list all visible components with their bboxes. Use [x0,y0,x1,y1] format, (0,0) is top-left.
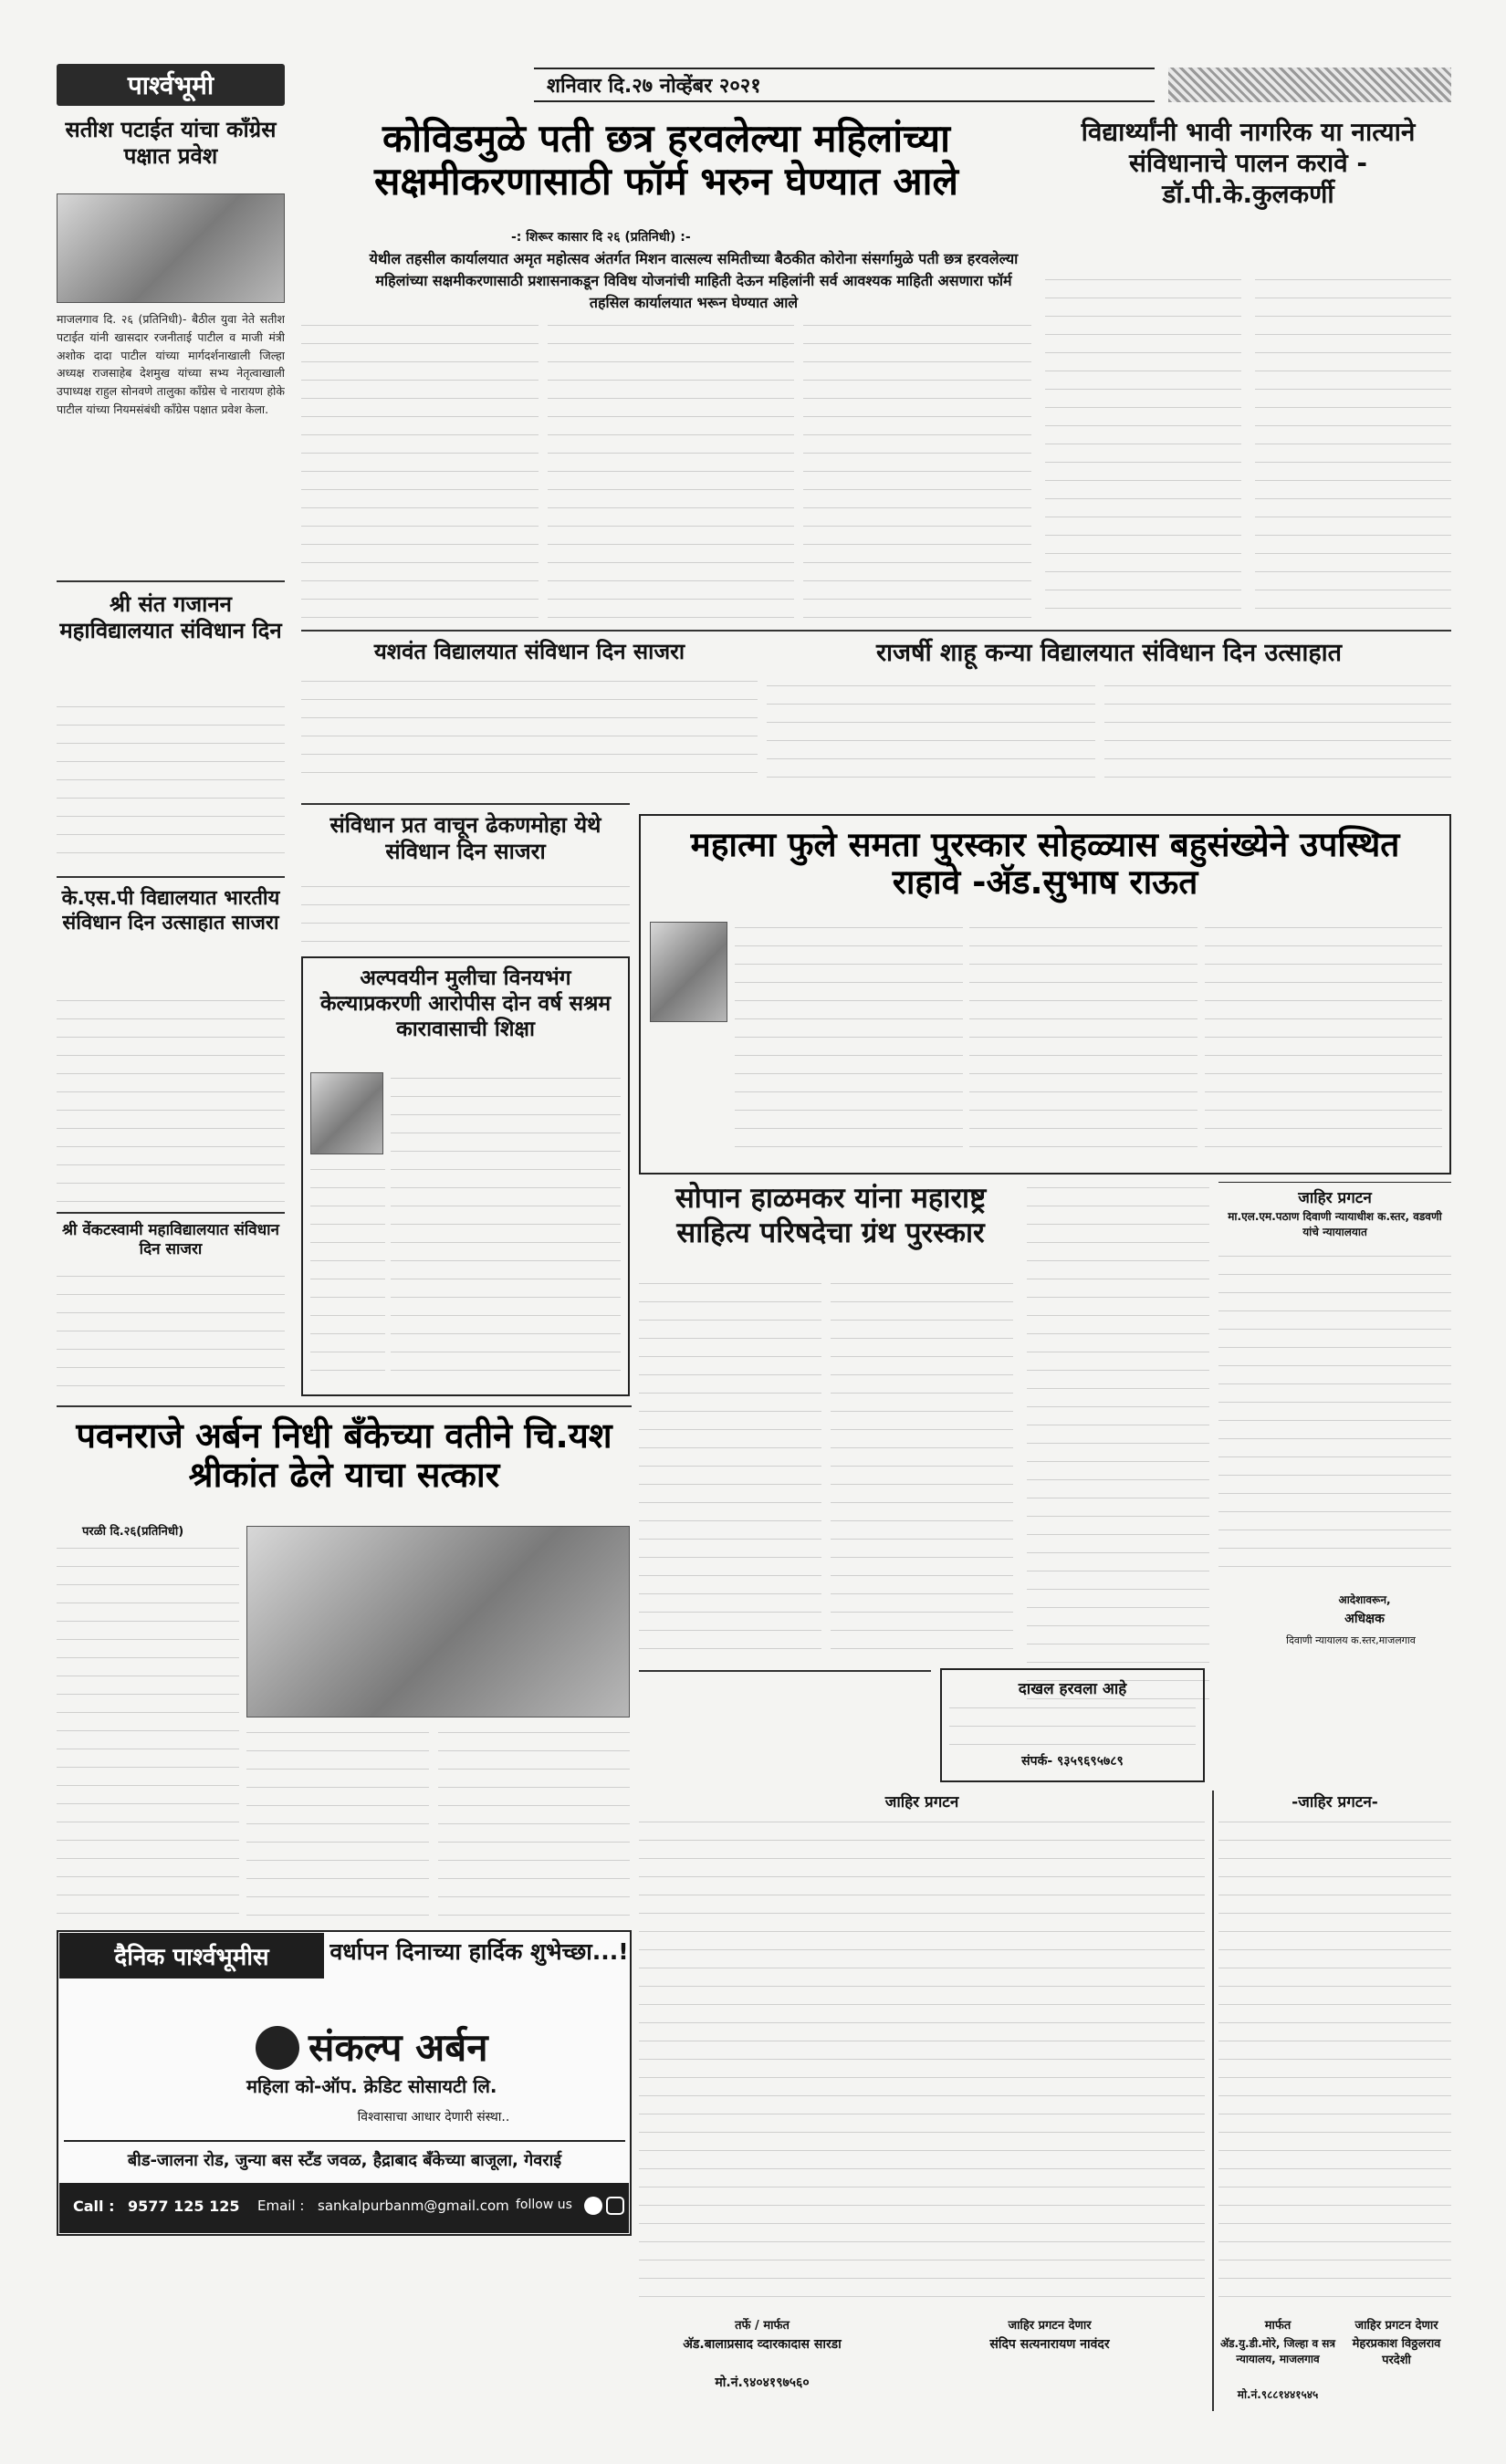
story-body-text [391,1072,621,1383]
story-body-text [301,675,758,785]
facebook-icon[interactable] [584,2197,602,2215]
notice-signature-role: तर्फे / मार्फत [735,2319,790,2333]
lead-headline: कोविडमुळे पती छत्र हरवलेल्या महिलांच्या सक्षमीकरणासाठी फॉर्म भरुन घेण्यात आले [374,116,958,204]
story-title: राजर्षी शाहू कन्या विद्यालयात संविधान दिन उत्साहात [875,639,1343,667]
story-body-text [1027,1182,1209,1702]
ad-greeting: वर्धापन दिनाच्या हार्दिक शुभेच्छा...! [329,1938,629,1965]
section-badge [57,64,285,106]
divider [57,1405,632,1407]
divider [639,1670,931,1672]
story-body-text [639,1278,821,1661]
notice-title: दाखल हरवला आहे [1018,1680,1127,1698]
story-photo [57,193,285,303]
notice-signature-court: दिवाणी न्यायालय क.स्तर,माजलगाव [1286,1634,1416,1646]
story-title: सोपान हाळमकर यांना महाराष्ट्र साहित्य परिषदेचा ग्रंथ पुरस्कार [675,1182,987,1249]
portrait-photo [310,1072,383,1154]
story-body-text [1045,274,1241,621]
notice-signature: अ‍ॅड.बालाप्रसाद व्दारकादास सारडा [683,2337,842,2352]
notice-title: जाहिर प्रगटन [884,1793,959,1811]
divider [57,1212,285,1214]
story-title: पवनराजे अर्बन निधी बँकेच्या वतीने चि.यश श्रीकांत ढेले याचा सत्कार [76,1415,612,1495]
notice-signature: मेहरप्रकाश विठ्ठलराव परदेशी [1352,2337,1441,2368]
story-body-text [57,995,285,1205]
email-address[interactable]: sankalpurbanm@gmail.com [318,2198,509,2214]
notice-signature-title: आदेशावरून, [1338,1593,1391,1606]
story-body-text [301,881,630,945]
story-title: श्री संत गजानन महाविद्यालयात संविधान दिन [59,591,282,644]
notice-signature: संदिप सत्यनारायण नावंदर [989,2337,1110,2352]
notice-court: मा.एल.एम.पठाण दिवाणी न्यायाधीश क.स्तर, वडवणी यांचे न्यायालयात [1228,1210,1442,1238]
notice-signature-role: जाहिर प्रगटन देणार [1008,2319,1092,2333]
section-name: पार्श्वभूमी [127,70,214,100]
story-body-text [831,1278,1013,1661]
story-byline: परळी दि.२६(प्रतिनिधी) [82,1525,184,1539]
call-number[interactable]: 9577 125 125 [128,2198,240,2215]
story-body-text [310,1164,385,1383]
story-title: सतीश पटाईत यांचा कॉंग्रेस पक्षात प्रवेश [65,117,277,170]
story-body-text [1255,274,1451,621]
story-body-text [1205,922,1442,1159]
story-lead: येथील तहसील कार्यालयात अमृत महोत्सव अंतर्गत मिशन वात्सल्य समितीच्या बैठकीत कोरोना संसर्गामुळे पती छत्र हरवलेल्या महिलांच्या सक्षमीकरणासाठी प्रशासनाकडून विविध योजनांची माहिती देऊन महिलांनी सर्व आवश्यक माहिती असणारा फॉर्म तहसिल कार्यालयात भरून घेण्यात आले [369,250,1019,311]
notice-signature-role: मार्फत [1264,2319,1292,2333]
notice-title: -जाहिर प्रगटन- [1292,1793,1378,1811]
story-body-text [301,319,539,621]
ad-tagline: विश्वासाचा आधार देणारी संस्था.. [357,2110,510,2125]
story-body-text [803,319,1031,621]
divider [57,580,285,582]
email-label: Email : [257,2198,305,2214]
missing-contact: संपर्क- ९३५९६९५७८९ [1021,1754,1124,1769]
ad-address: बीड-जालना रोड, जुन्या बस स्टँड जवळ, हैद्राबाद बँकेच्या बाजूला, गेवराई [64,2140,625,2178]
story-title: के.एस.पी विद्यालयात भारतीय संविधान दिन उत्साहात साजरा [61,887,280,934]
story-body: माजलगाव दि. २६ (प्रतिनिधी)- बैठील युवा नेते सतीश पटाईत यांनी खासदार रजनीताई पाटील व माजी मंत्री अशोक दादा पाटील यांच्या मार्गदर्शनाखाली जिल्हा अध्यक्ष राजसाहेब देशमुख यांच्या सभ्य नेतृत्वाखाली उपाध्यक्ष राहुल सोनवणे तालुका कॉंग्रेस चे नारायण होके पाटील यांच्या नियमसंबंधी कॉंग्रेस पक्षात प्रवेश केला. [57,312,285,416]
divider [1212,1791,1214,2411]
notice-signature-role: जाहिर प्रगटन देणार [1354,2319,1438,2333]
story-byline: -: शिरूर कासार दि २६ (प्रतिनिधी) :- [511,230,691,245]
divider [57,876,285,878]
divider [1218,1182,1451,1183]
story-body-text [57,1270,285,1398]
notice-signature: अधिक्षक [1344,1612,1385,1626]
notice-signature: अ‍ॅड.यु.डी.मोरे, जिल्हा व सत्र न्यायालय, माजलगाव [1219,2337,1336,2365]
notice-body-text [1218,1816,1451,2309]
story-body-text [735,922,963,1159]
ad-paper-name: दैनिक पार्श्वभूमीस [59,1933,324,1979]
call-label: Call : [73,2198,115,2215]
ad-brand: संकल्प अर्बन [309,2025,488,2070]
felicitation-photo [246,1526,630,1717]
brand-logo-icon [256,2026,299,2070]
masthead-decor [1168,68,1451,102]
story-body-text [969,922,1197,1159]
notice-signature-phone: मो.नं.९८८१४४१५४५ [1237,2388,1319,2401]
notice-body-text [949,1702,1196,1748]
divider [301,803,630,805]
story-title: अल्पवयीन मुलीचा विनयभंग केल्याप्रकरणी आरोपीस दोन वर्ष सश्रम कारावासाची शिक्षा [319,966,612,1042]
story-body-text [1104,680,1451,794]
story-body-text [246,1727,429,1918]
notice-signature-phone: मो.नं.९४०४१९७५६० [715,2375,810,2390]
story-title: संविधान प्रत वाचून ढेकणमोहा येथे संविधान दिन साजरा [329,812,601,865]
story-body-text [767,680,1095,794]
follow-label: follow us [516,2198,572,2212]
story-body-text [548,319,794,621]
notice-body-text [1218,1250,1451,1579]
date-line: शनिवार दि.२७ नोव्हेंबर २०२१ [534,68,1155,102]
story-body-text [438,1727,630,1918]
ad-brand-sub: महिला को-ऑप. क्रेडिट सोसायटी लि. [246,2075,497,2097]
portrait-photo [650,922,727,1022]
notice-title: जाहिर प्रगटन [1298,1189,1372,1207]
divider [301,630,1451,632]
story-title: श्री वेंकटस्वामी महाविद्यालयात संविधान दिन साजरा [62,1221,279,1258]
feature-headline: महात्मा फुले समता पुरस्कार सोहळ्यास बहुसंख्येने उपस्थित राहावे -अ‍ॅड.सुभाष राऊत [690,825,1400,903]
story-title: यशवंत विद्यालयात संविधान दिन साजरा [373,639,685,664]
notice-body-text [639,1816,1205,2309]
instagram-icon[interactable] [606,2197,624,2215]
story-body-text [57,1542,239,1916]
story-body-text [57,701,285,870]
story-title: विद्यार्थ्यांनी भावी नागरिक या नात्याने संविधानाचे पालन करावे - डॉ.पी.के.कुलकर्णी [1081,117,1416,210]
